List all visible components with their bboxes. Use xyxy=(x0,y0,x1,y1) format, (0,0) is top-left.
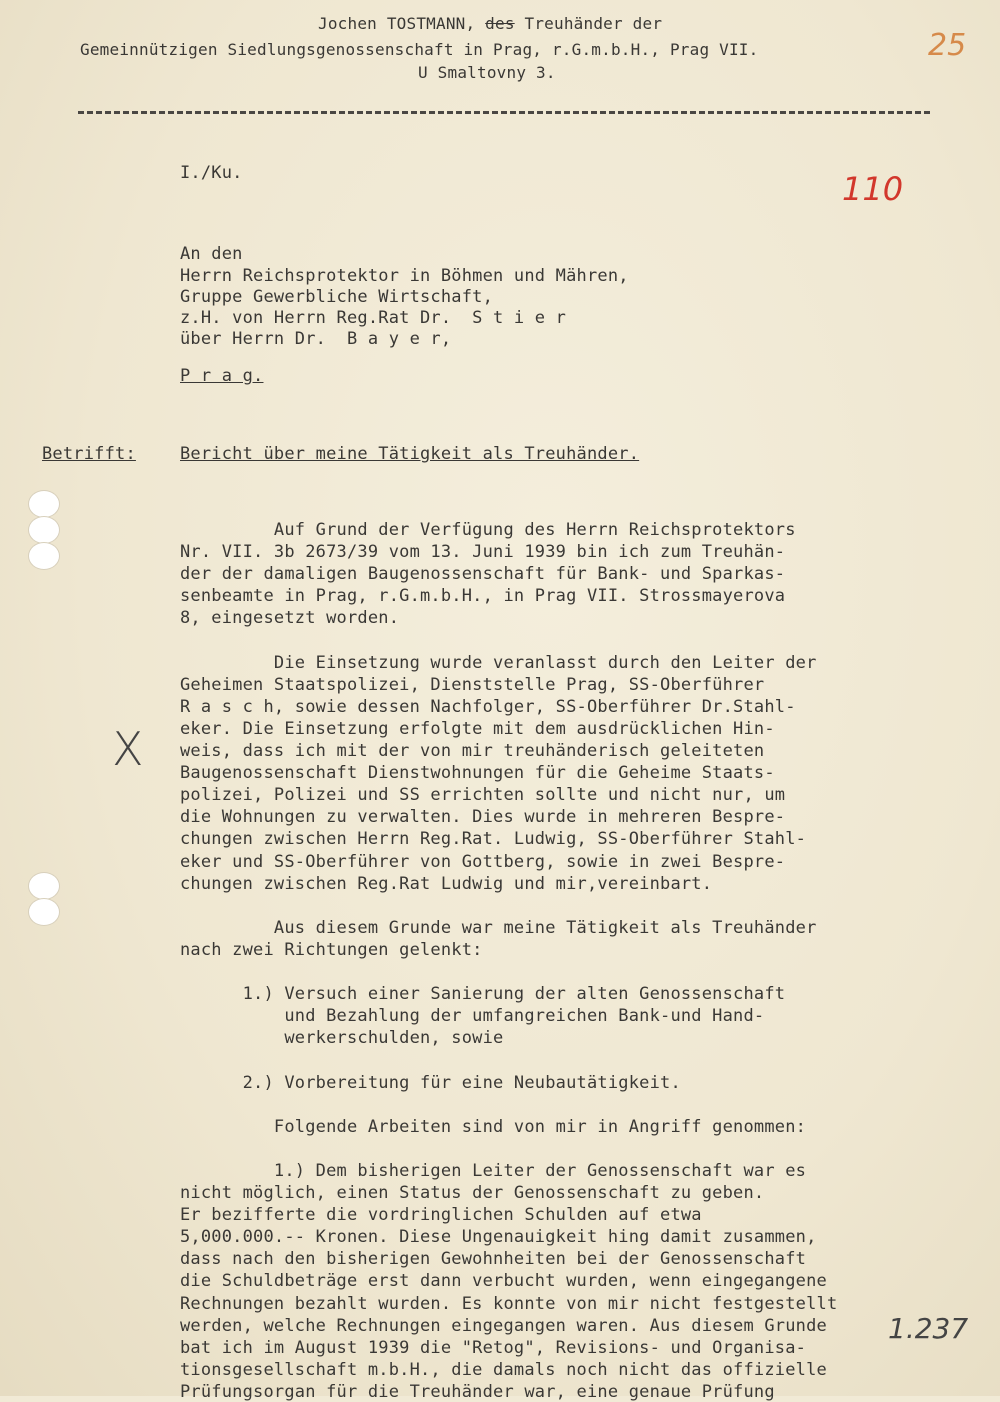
body-line: 1.) Dem bisherigen Leiter der Genossenschaft war es xyxy=(180,1160,807,1181)
body-line: eker und SS-Oberführer von Gottberg, sowie in zwei Bespre- xyxy=(180,851,786,872)
body-line: und Bezahlung der umfangreichen Bank-und Hand- xyxy=(180,1006,765,1027)
body-line: chungen zwischen Herrn Reg.Rat. Ludwig, SS-Oberführer Stahl- xyxy=(180,829,807,850)
address-line: über Herrn Dr. B a y e r, xyxy=(180,329,452,349)
body-line: senbeamte in Prag, r.G.m.b.H., in Prag VII. Strossmayerova xyxy=(180,586,786,607)
margin-cross-mark: X xyxy=(112,722,144,776)
body-line: die Schuldbeträge erst dann verbucht wurden, wenn eingegangene xyxy=(180,1271,827,1292)
body-line: 1.) Versuch einer Sanierung der alten Genossenschaft xyxy=(180,984,786,1005)
letterhead-line-3: U Smaltovny 3. xyxy=(418,63,556,82)
folio-number: 1.237 xyxy=(888,1312,969,1345)
body-line: 5,000.000.-- Kronen. Diese Ungenauigkeit hing damit zusammen, xyxy=(180,1227,817,1248)
body-line: nicht möglich, einen Status der Genossenschaft zu geben. xyxy=(180,1183,765,1203)
body-line: tionsgesellschaft m.b.H., die damals noch nicht das offizielle xyxy=(180,1359,827,1380)
body-line: Er bezifferte die vordringlichen Schulden auf etwa xyxy=(180,1205,702,1226)
punch-hole xyxy=(28,516,60,544)
body-line: Rechnungen bezahlt wurden. Es konnte von mir nicht festgestellt xyxy=(180,1293,838,1314)
punch-hole xyxy=(28,490,60,518)
letterhead-line-2: Gemeinnützigen Siedlungsgenossenschaft in Prag, r.G.m.b.H., Prag VII. xyxy=(80,40,759,59)
body-line: 8, eingesetzt worden. xyxy=(180,608,400,629)
punch-hole xyxy=(28,542,60,570)
address-line: z.H. von Herrn Reg.Rat Dr. S t i e r xyxy=(180,308,567,328)
body-line: Folgende Arbeiten sind von mir in Angriff genommen: xyxy=(180,1116,807,1137)
body-line: eker. Die Einsetzung erfolgte mit dem ausdrücklichen Hin- xyxy=(180,718,775,739)
body-line: dass nach den bisherigen Gewohnheiten bei der Genossenschaft xyxy=(180,1249,807,1270)
punch-hole xyxy=(28,872,60,900)
body-line: Nr. VII. 3b 2673/39 vom 13. Juni 1939 bin ich zum Treuhän- xyxy=(180,542,786,563)
address-line: Herrn Reichsprotektor in Böhmen und Mähren, xyxy=(180,266,629,286)
body-line: der der damaligen Baugenossenschaft für Bank- und Sparkas- xyxy=(180,564,786,585)
address-line: An den xyxy=(180,244,243,264)
body-line: bat ich im August 1939 die "Retog", Revisions- und Organisa- xyxy=(180,1337,807,1358)
handwritten-red-number: 110 xyxy=(842,170,904,208)
handwritten-page-number: 25 xyxy=(928,28,967,63)
body-line: werkerschulden, sowie xyxy=(180,1028,504,1049)
body-line: die Wohnungen zu verwalten. Dies wurde in mehreren Bespre- xyxy=(180,807,786,828)
punch-hole xyxy=(28,898,60,926)
letterhead-rule xyxy=(78,111,930,114)
body-line: 2.) Vorbereitung für eine Neubautätigkeit. xyxy=(180,1072,681,1093)
subject-label: Betrifft: xyxy=(42,444,136,464)
body-line: polizei, Polizei und SS errichten sollte und nicht nur, um xyxy=(180,785,786,806)
body-line: Prüfungsorgan für die Treuhänder war, eine genaue Prüfung xyxy=(180,1381,775,1402)
body-line: Die Einsetzung wurde veranlasst durch den Leiter der xyxy=(180,652,817,673)
body-line: weis, dass ich mit der von mir treuhänderisch geleiteten xyxy=(180,741,765,761)
body-line: nach zwei Richtungen gelenkt: xyxy=(180,939,483,960)
body-line: chungen zwischen Reg.Rat Ludwig und mir,vereinbart. xyxy=(180,873,713,894)
body-line: Auf Grund der Verfügung des Herrn Reichsprotektors xyxy=(180,520,796,540)
letterhead-struck-word: des xyxy=(485,14,515,33)
letterhead-role: Treuhänder der xyxy=(514,14,663,33)
reference-code: I./Ku. xyxy=(180,163,243,183)
subject-text: Bericht über meine Tätigkeit als Treuhänder. xyxy=(180,444,640,464)
body-line: R a s c h, sowie dessen Nachfolger, SS-Oberführer Dr.Stahl- xyxy=(180,696,796,717)
body-line: werden, welche Rechnungen eingegangen waren. Aus diesem Grunde xyxy=(180,1315,827,1336)
letterhead-name: Jochen TOSTMANN, xyxy=(318,14,486,33)
address-city: P r a g. xyxy=(180,366,264,386)
body-line: Geheimen Staatspolizei, Dienststelle Prag, SS-Oberführer xyxy=(180,674,765,695)
body-line: Aus diesem Grunde war meine Tätigkeit als Treuhänder xyxy=(180,917,817,938)
address-line: Gruppe Gewerbliche Wirtschaft, xyxy=(180,287,494,307)
letterhead-line-1 xyxy=(318,14,662,33)
body-line: Baugenossenschaft Dienstwohnungen für die Geheime Staats- xyxy=(180,763,775,784)
